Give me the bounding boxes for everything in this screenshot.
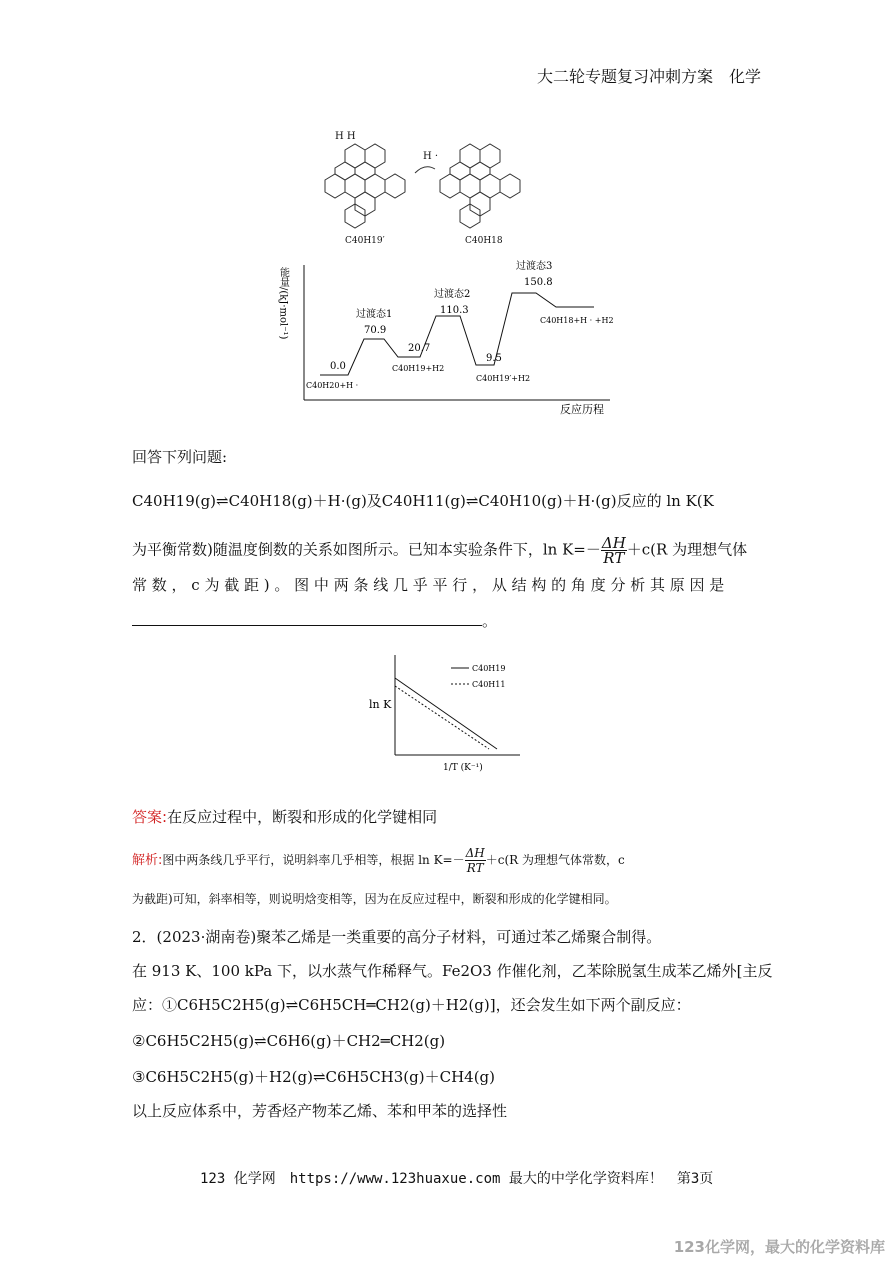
blank-end-mark: 。 bbox=[482, 612, 498, 630]
level-2-species: C40H19+H2 bbox=[392, 364, 445, 373]
question-line-2 bbox=[132, 536, 747, 565]
series-c40h11-line bbox=[395, 686, 489, 749]
x-axis-label: 反应历程 bbox=[560, 403, 604, 416]
answer-text: 在反应过程中，断裂和形成的化学键相同 bbox=[167, 808, 438, 826]
level-5-title: 过渡态3 bbox=[516, 261, 553, 272]
molecule-figure bbox=[315, 125, 535, 250]
level-3-value: 110.3 bbox=[440, 305, 469, 316]
analysis-line-1 bbox=[132, 846, 625, 875]
problem2-line-6: 以上反应体系中，芳香烃产物苯乙烯、苯和甲苯的选择性 bbox=[132, 1102, 508, 1120]
problem2-line-2: 在 913 K、100 kPa 下，以水蒸气作稀释气。Fe2O3 作催化剂，乙苯除脱氢生成苯乙烯外[主反 bbox=[132, 962, 773, 980]
reaction-arrow bbox=[415, 167, 435, 173]
right-molecule bbox=[440, 144, 520, 228]
level-6-species: C40H18+H · +H2 bbox=[540, 316, 614, 325]
left-molecule bbox=[325, 144, 405, 228]
analysis-fraction bbox=[465, 846, 486, 875]
question-line-2a: 为平衡常数)随温度倒数的关系如图所示。已知本实验条件下，ln K=－ bbox=[132, 540, 601, 559]
level-0-value: 0.0 bbox=[330, 361, 346, 372]
page-header: 大二轮专题复习冲刺方案 化学 bbox=[537, 67, 762, 86]
answer-row bbox=[132, 806, 437, 827]
question-line-3: 常 数 ， c 为 截 距 ) 。 图 中 两 条 线 几 乎 平 行 ， 从 结 构 的 角 度 分 析 其 原 因 是 bbox=[132, 576, 725, 594]
question-intro: 回答下列问题: bbox=[132, 448, 228, 466]
frac-denominator: RT bbox=[603, 549, 625, 567]
y-axis-label: 能量/(kJ·mol⁻¹) bbox=[277, 267, 289, 340]
question-line-2b: ＋c(R 为理想气体 bbox=[626, 540, 748, 559]
problem2-line-4: ②C6H5C2H5(g)⇌C6H6(g)＋CH2═CH2(g) bbox=[132, 1032, 446, 1050]
analysis-line-2: 为截距)可知，斜率相等，则说明焓变相等，因为在反应过程中，断裂和形成的化学键相同。 bbox=[132, 892, 617, 906]
left-molecule-label: C40H19′ bbox=[345, 236, 385, 246]
arrow-h-label: H · bbox=[423, 151, 439, 162]
analysis-frac-denominator: RT bbox=[466, 861, 484, 875]
analysis-frac-numerator: ΔH bbox=[465, 846, 485, 860]
problem2-line-5: ③C6H5C2H5(g)＋H2(g)⇌C6H5CH3(g)＋CH4(g) bbox=[132, 1068, 496, 1086]
lnk-y-label: ln K bbox=[369, 698, 392, 711]
level-4-species: C40H19′+H2 bbox=[476, 374, 531, 383]
analysis-label: 解析: bbox=[132, 853, 163, 868]
problem2-line-1: 2．(2023·湖南卷)聚苯乙烯是一类重要的高分子材料，可通过苯乙烯聚合制得。 bbox=[132, 928, 662, 946]
energy-diagram bbox=[277, 255, 620, 420]
level-4-value: 9.5 bbox=[486, 353, 502, 364]
page-footer: 123 化学网 https://www.123huaxue.com 最大的中学化学资料库！ 第3页 bbox=[200, 1171, 714, 1187]
answer-blank-line bbox=[132, 625, 482, 626]
analysis-text-1: 图中两条线几乎平行，说明斜率几乎相等，根据 ln K=－ bbox=[162, 853, 465, 867]
answer-label: 答案: bbox=[132, 808, 168, 826]
level-3-title: 过渡态2 bbox=[434, 289, 471, 300]
level-5-value: 150.8 bbox=[524, 277, 553, 288]
legend-c40h19: C40H19 bbox=[472, 664, 506, 673]
question-equation-line: C40H19(g)⇌C40H18(g)＋H·(g)及C40H11(g)⇌C40H10(g)＋H·(g)反应的 ln K(K bbox=[132, 492, 714, 510]
analysis-text-1b: ＋c(R 为理想气体常数，c bbox=[485, 853, 625, 867]
question-fraction bbox=[601, 536, 627, 565]
legend-c40h11: C40H11 bbox=[472, 680, 506, 689]
level-1-value: 70.9 bbox=[364, 325, 387, 336]
level-0-species: C40H20+H · bbox=[306, 381, 359, 390]
watermark: 123化学网，最大的化学资料库 bbox=[673, 1238, 885, 1256]
lnk-chart bbox=[365, 650, 530, 780]
level-2-value: 20.7 bbox=[408, 343, 431, 354]
lnk-x-label: 1/T (K⁻¹) bbox=[443, 763, 483, 773]
frac-numerator: ΔH bbox=[601, 534, 626, 552]
problem2-line-3: 应：①C6H5C2H5(g)⇌C6H5CH═CH2(g)＋H2(g)]，还会发生如下两个副反应： bbox=[132, 996, 691, 1014]
level-1-title: 过渡态1 bbox=[356, 309, 393, 320]
left-h-label: H H bbox=[335, 131, 356, 142]
right-molecule-label: C40H18 bbox=[465, 236, 503, 246]
